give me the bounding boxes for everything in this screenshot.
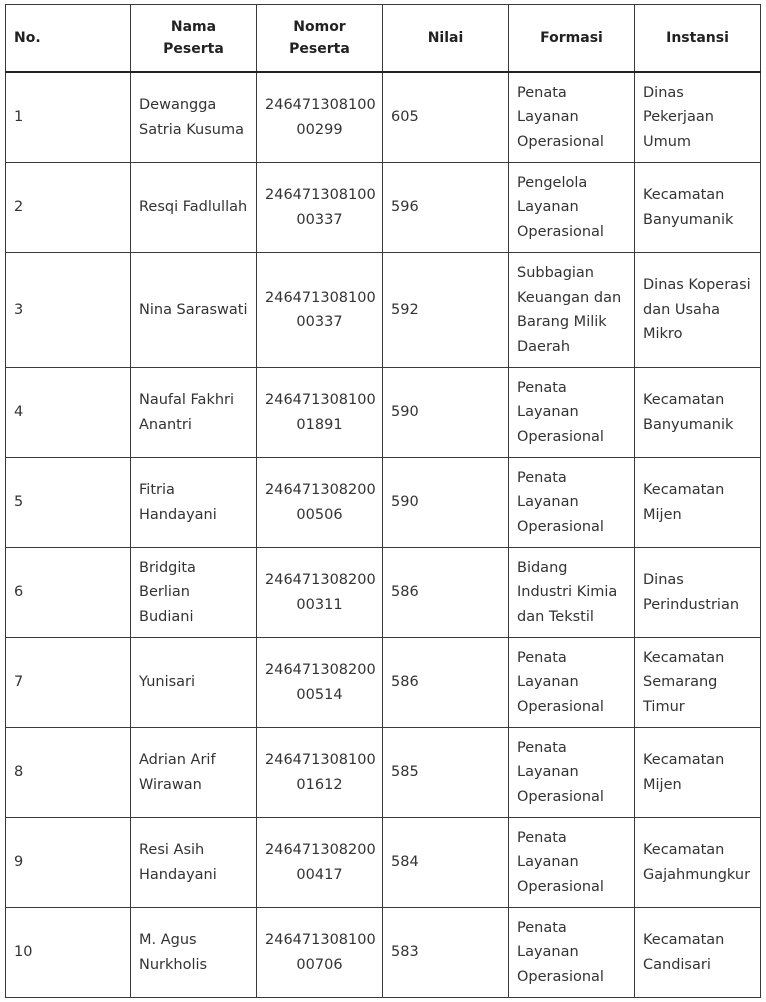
header-nilai: Nilai [383, 5, 509, 73]
cell-instansi: Kecamatan Candisari [635, 908, 761, 998]
cell-nomor [257, 638, 383, 728]
nomor-part-a: 246471308100 [265, 187, 376, 203]
cell-nilai: 590 [383, 368, 509, 458]
cell-formasi: Penata Layanan Operasional [509, 458, 635, 548]
cell-nama: Dewangga Satria Kusuma [131, 72, 257, 163]
nomor-part-b: 00706 [296, 956, 343, 973]
header-no: No. [6, 5, 131, 73]
cell-nilai: 590 [383, 458, 509, 548]
cell-formasi: Bidang Industri Kimia dan Tekstil [509, 548, 635, 638]
cell-no: 6 [6, 548, 131, 638]
nomor-part-b: 00311 [296, 596, 343, 613]
cell-nomor [257, 458, 383, 548]
table-row [6, 163, 761, 253]
cell-nama: Nina Saraswati [131, 253, 257, 368]
cell-no: 2 [6, 163, 131, 253]
cell-nomor [257, 163, 383, 253]
results-table [5, 4, 761, 998]
table-body [6, 72, 761, 998]
cell-nomor [257, 368, 383, 458]
table-row [6, 818, 761, 908]
cell-instansi: Dinas Koperasi dan Usaha Mikro [635, 253, 761, 368]
header-nama-peserta: Nama Peserta [131, 5, 257, 73]
cell-nilai: 592 [383, 253, 509, 368]
cell-no: 4 [6, 368, 131, 458]
nomor-part-b: 00337 [296, 314, 343, 330]
nomor-part-b: 01891 [296, 416, 343, 433]
cell-nomor [257, 72, 383, 163]
cell-nama: M. Agus Nurkholis [131, 908, 257, 998]
cell-nomor [257, 253, 383, 368]
cell-nilai: 586 [383, 638, 509, 728]
cell-no: 3 [6, 253, 131, 368]
header-instansi: Instansi [635, 5, 761, 73]
cell-instansi: Kecamatan Banyumanik [635, 368, 761, 458]
cell-instansi: Kecamatan Gajahmungkur [635, 818, 761, 908]
cell-nama: Yunisari [131, 638, 257, 728]
header-row [6, 5, 761, 73]
table-row [6, 908, 761, 998]
cell-formasi: Penata Layanan Operasional [509, 908, 635, 998]
cell-instansi: Dinas Pekerjaan Umum [635, 72, 761, 163]
cell-nomor [257, 818, 383, 908]
cell-no: 7 [6, 638, 131, 728]
cell-no: 10 [6, 908, 131, 998]
table-row [6, 253, 761, 368]
nomor-part-b: 01612 [296, 776, 343, 793]
nomor-part-b: 00506 [296, 506, 343, 523]
nomor-part-a: 246471308200 [265, 842, 376, 858]
nomor-part-a: 246471308100 [265, 392, 376, 408]
nomor-part-a: 246471308100 [265, 752, 376, 768]
cell-formasi: Penata Layanan Operasional [509, 72, 635, 163]
cell-formasi: Penata Layanan Operasional [509, 818, 635, 908]
cell-nomor [257, 908, 383, 998]
nomor-part-b: 00299 [296, 121, 343, 138]
cell-nama: Naufal Fakhri Anantri [131, 368, 257, 458]
nomor-part-b: 00417 [296, 866, 343, 883]
header-formasi: Formasi [509, 5, 635, 73]
cell-nama: Bridgita Berlian Budiani [131, 548, 257, 638]
cell-nama: Fitria Handayani [131, 458, 257, 548]
cell-nomor [257, 728, 383, 818]
cell-nilai: 585 [383, 728, 509, 818]
cell-instansi: Kecamatan Semarang Timur [635, 638, 761, 728]
cell-nama: Resi Asih Handayani [131, 818, 257, 908]
table-row [6, 728, 761, 818]
cell-no: 5 [6, 458, 131, 548]
cell-nilai: 586 [383, 548, 509, 638]
nomor-part-b: 00337 [296, 211, 343, 228]
cell-instansi: Kecamatan Mijen [635, 728, 761, 818]
table-row [6, 368, 761, 458]
nomor-part-a: 246471308200 [265, 572, 376, 588]
cell-instansi: Kecamatan Banyumanik [635, 163, 761, 253]
cell-formasi: Subbagian Keuangan dan Barang Milik Daerah [509, 253, 635, 368]
table-header [6, 5, 761, 73]
cell-nama: Resqi Fadlullah [131, 163, 257, 253]
cell-nilai: 584 [383, 818, 509, 908]
cell-formasi: Pengelola Layanan Operasional [509, 163, 635, 253]
nomor-part-a: 246471308100 [265, 289, 376, 306]
cell-nomor [257, 548, 383, 638]
nomor-part-a: 246471308200 [265, 482, 376, 498]
cell-nama: Adrian Arif Wirawan [131, 728, 257, 818]
cell-formasi: Penata Layanan Operasional [509, 728, 635, 818]
cell-nilai: 583 [383, 908, 509, 998]
table-row [6, 638, 761, 728]
nomor-part-a: 246471308100 [265, 97, 376, 113]
cell-nilai: 605 [383, 72, 509, 163]
table-row [6, 548, 761, 638]
cell-no: 8 [6, 728, 131, 818]
nomor-part-a: 246471308200 [265, 662, 376, 678]
cell-instansi: Kecamatan Mijen [635, 458, 761, 548]
cell-formasi: Penata Layanan Operasional [509, 368, 635, 458]
nomor-part-b: 00514 [296, 686, 343, 703]
cell-no: 9 [6, 818, 131, 908]
table-row [6, 72, 761, 163]
cell-no: 1 [6, 72, 131, 163]
cell-formasi: Penata Layanan Operasional [509, 638, 635, 728]
header-nomor-peserta: Nomor Peserta [257, 5, 383, 73]
cell-instansi: Dinas Perindustrian [635, 548, 761, 638]
table-row [6, 458, 761, 548]
nomor-part-a: 246471308100 [265, 932, 376, 948]
cell-nilai: 596 [383, 163, 509, 253]
